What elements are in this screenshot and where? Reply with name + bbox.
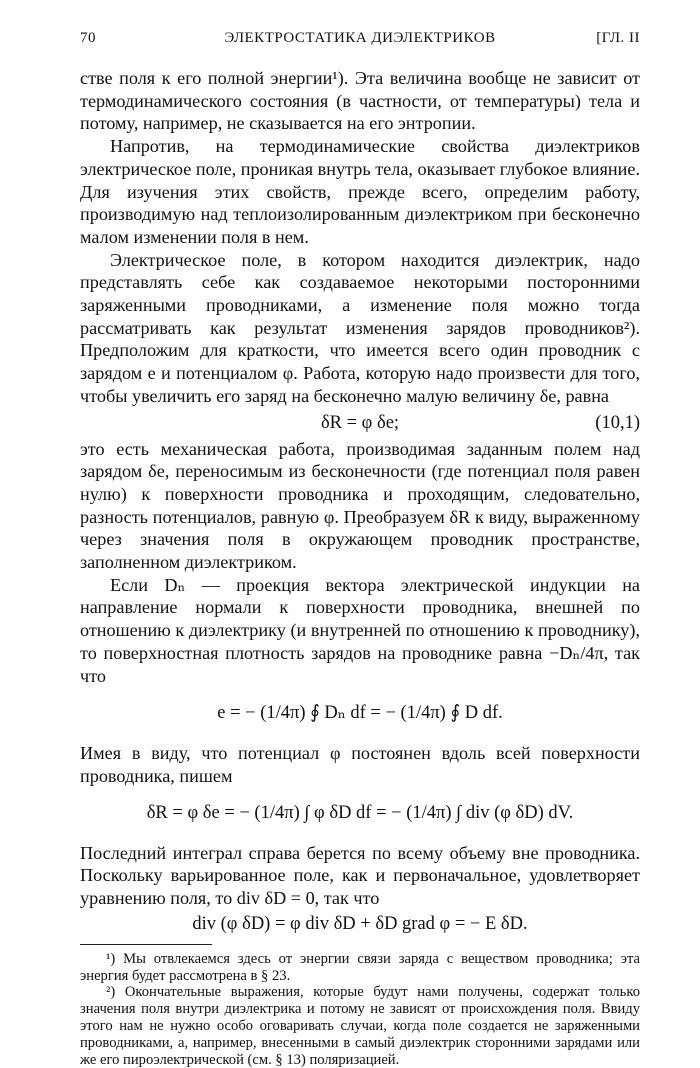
equation-10-1-body: δR = φ δe; <box>320 412 400 433</box>
paragraph-6: Имея в виду, что потенциал φ постоянен вдоль всей поверхности проводника, пишем <box>80 743 640 786</box>
footnote-1: ¹) Мы отвлекаемся здесь от энергии связи заряда с веществом проводника; эта энергия будет рассмотрена в § 23. <box>80 950 640 984</box>
paragraph-5: Если Dₙ — проекция вектора электрической индукции на направление нормали к поверхности проводника, внешней по отношению к диэлектрику (и внутренней по отношению к проводнику), то поверхностная плотность зарядов на проводнике равна −Dₙ/4π, так что <box>80 574 640 686</box>
footnote-2: ²) Окончательные выражения, которые будут нами получены, содержат только значения поля внутри диэлектрика и потому не зависят от происхождения поля. Ввиду этого нам не нужно особо оговаривать случаи, когда поле создается не заряженными проводниками, а, например, внесенными в самый диэлектрик сторонними зарядами или же его пироэлектрической (см. § 13) поляризацией. <box>80 984 640 1068</box>
paragraph-3: Электрическое поле, в котором находится диэлектрик, надо представлять себе как создаваемое некоторыми посторонними заряженными проводниками, а изменение поля можно тогда рассматривать как результат изменения зарядов проводников²). Предположим для краткости, что имеется всего один проводник с зарядом e и потенциалом φ. Работа, которую надо произвести для того, чтобы увеличить его заряд на бесконечно малую величину δe, равна <box>80 249 640 406</box>
equation-div: div (φ δD) = φ div δD + δD grad φ = − E δD. <box>192 913 528 934</box>
chapter-label: [ГЛ. II <box>596 30 640 46</box>
paragraph-2: Напротив, на термодинамические свойства диэлектриков электрическое поле, проникая внутрь тела, оказывает глубокое влияние. Для изучения этих свойств, прежде всего, определим работу, производимую над теплоизолированным диэлектриком при бесконечно малом изменении поля в нем. <box>80 136 640 247</box>
equation-work: δR = φ δe = − (1/4π) ∫ φ δD df = − (1/4π) ∫ div (φ δD) dV. <box>146 802 574 823</box>
equation-10-1 <box>80 410 640 436</box>
paragraph-7: Последний интеграл справа берется по всему объему вне проводника. Поскольку варьированное поле, как и первоначальное, удовлетворяет уравнению поля, то div δD = 0, так что <box>80 842 640 909</box>
equation-charge: e = − (1/4π) ∮ Dₙ df = − (1/4π) ∮ D df. <box>217 703 503 724</box>
paragraph-4: это есть механическая работа, производимая заданным полем над зарядом δe, переносимым из бесконечности (где потенциал поля равен нулю) к поверхности проводника и проходящим, следовательно, разность потенциалов, равную φ. Преобразуем δR к виду, выраженному через значения поля в окружающем проводник пространстве, заполненном диэлектриком. <box>80 438 640 573</box>
paragraph-1: стве поля к его полной энергии¹). Эта величина вообще не зависит от термодинамического состояния (в частности, от температуры) тела и потому, например, не сказывается на его энтропии. <box>80 68 640 134</box>
running-title: ЭЛЕКТРОСТАТИКА ДИЭЛЕКТРИКОВ <box>224 30 496 46</box>
main-text <box>80 67 640 1068</box>
running-header <box>80 30 640 54</box>
equation-number: (10,1) <box>595 412 640 433</box>
page-number: 70 <box>80 30 96 46</box>
footnote-divider <box>80 944 212 945</box>
